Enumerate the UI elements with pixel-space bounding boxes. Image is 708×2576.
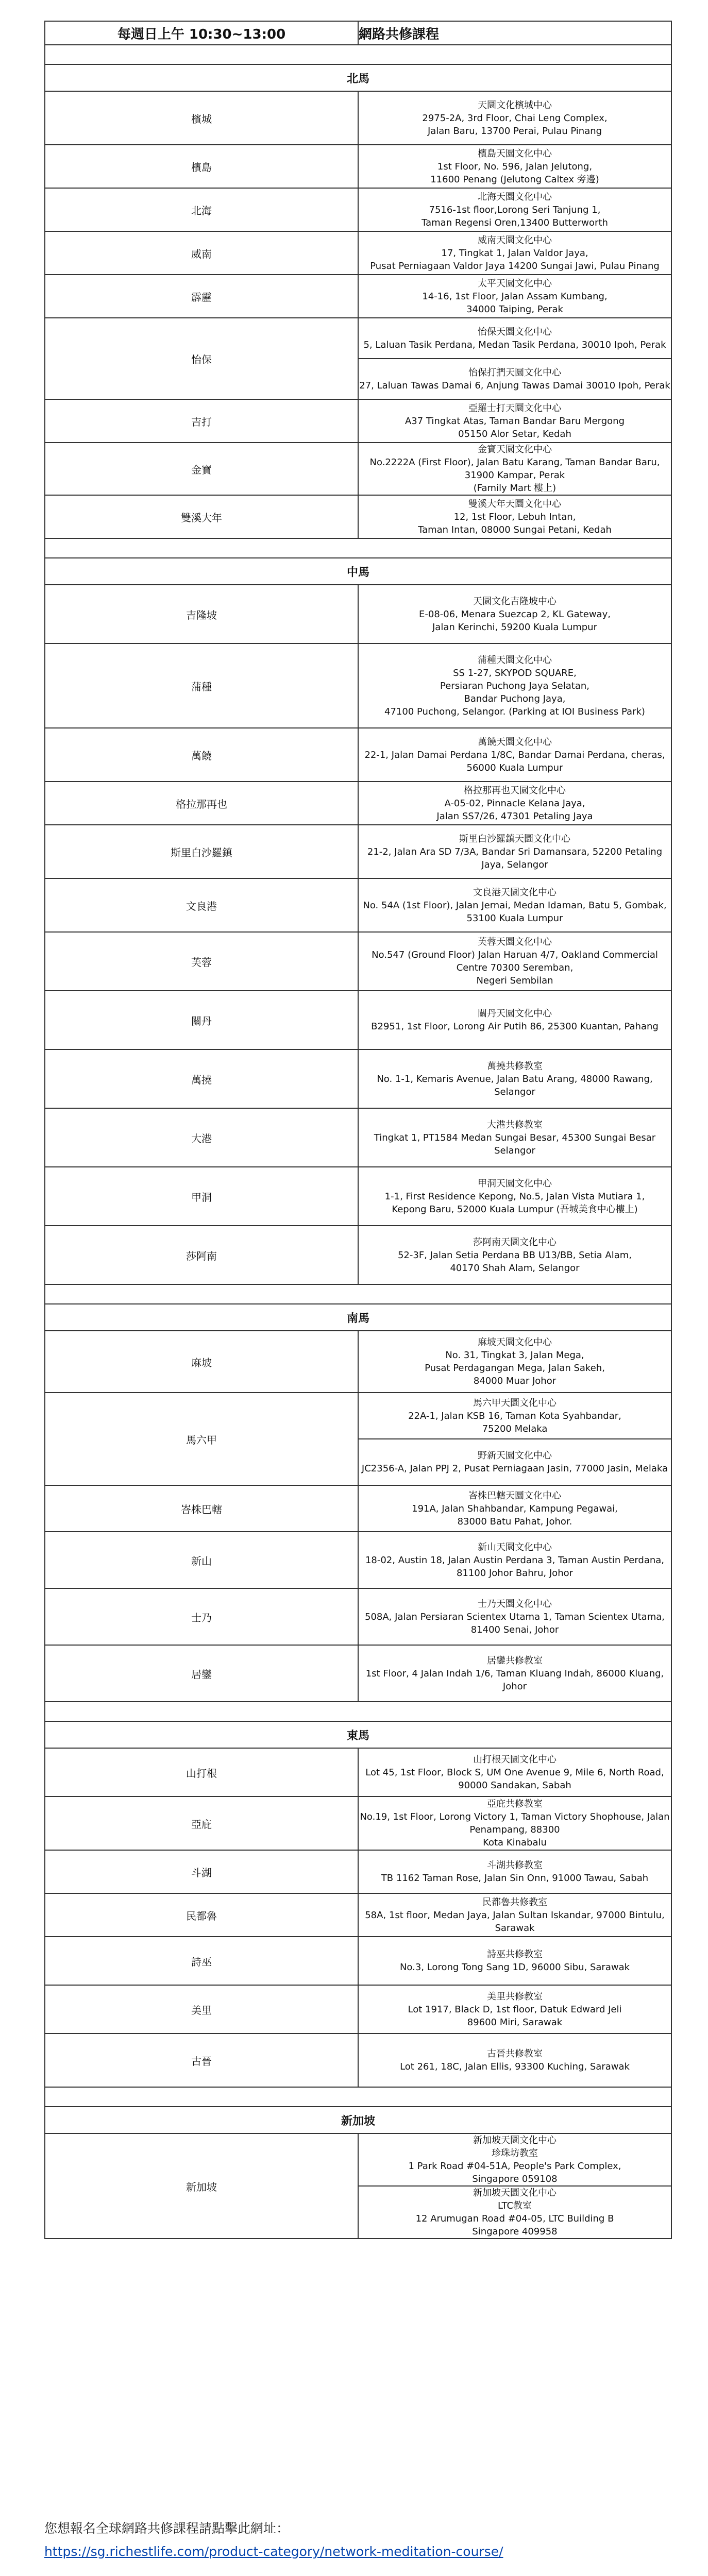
header-row [45,21,671,45]
center-address [358,1331,671,1393]
location-row [45,1588,671,1645]
location-row [45,991,671,1049]
center-name: 金寶天圜文化中心 [478,444,552,455]
spacer-row [45,2087,671,2107]
center-name: 山打根天圜文化中心 [473,1754,557,1765]
location-row [45,443,671,495]
address-line: 22A-1, Jalan KSB 16, Taman Kota Syahbandar, [408,1410,621,1421]
center-name: 萬饒天圜文化中心 [478,736,552,748]
center-name: 天圜文化檳城中心 [478,99,552,111]
region-row [45,1721,671,1748]
address-line: 191A, Jalan Shahbandar, Kampung Pegawai, [412,1503,618,1514]
address-line: Jalan Baru, 13700 Perai, Pulau Pinang [427,125,602,137]
location-row [45,932,671,991]
schedule-wrapper [44,21,672,2239]
center-address [358,878,671,932]
center-name: 文良港天圜文化中心 [473,887,557,898]
center-address [358,91,671,145]
region-row [45,64,671,91]
region-name: 南馬 [45,1304,671,1331]
area-name: 斯里白沙羅鎮 [45,825,358,878]
area-name: 文良港 [45,878,358,932]
address-line: Jalan Kerinchi, 59200 Kuala Lumpur [432,621,597,633]
location-row [45,275,671,318]
center-address [358,1226,671,1284]
center-name: 古晉共修教室 [487,2048,543,2059]
address-line: 14-16, 1st Floor, Jalan Assam Kumbang, [422,291,608,302]
area-name: 馬六甲 [45,1393,358,1485]
address-line: 21-2, Jalan Ara SD 7/3A, Bandar Sri Damansara, 52200 Petaling Jaya, Selangor [367,846,663,870]
center-name: 野新天圜文化中心 [478,1450,552,1461]
address-line: 89600 Miri, Sarawak [467,2016,563,2028]
center-name: 詩巫共修教室 [487,1949,543,1960]
spacer-cell [45,2087,671,2107]
address-line: Singapore 059108 [472,2174,558,2184]
center-address [358,728,671,782]
address-line: 52-3F, Jalan Setia Perdana BB U13/BB, Setia Alam, [397,1249,632,1261]
address-line: JC2356-A, Jalan PPJ 2, Pusat Perniagaan Jasin, 77000 Jasin, Melaka [361,1463,668,1474]
spacer-row [45,1284,671,1304]
spacer-row [45,538,671,558]
center-address [358,1985,671,2033]
center-address [358,1167,671,1226]
center-name: 芙蓉天圜文化中心 [478,937,552,947]
address-line: 1 Park Road #04-51A, People's Park Complex, [408,2161,621,2172]
address-line: Taman Intan, 08000 Sungai Petani, Kedah [418,524,612,535]
location-row [45,1049,671,1108]
center-address [358,2133,671,2186]
address-line: Negeri Sembilan [476,975,553,986]
center-name: 甲洞天圜文化中心 [478,1178,552,1189]
address-line: No.3, Lorong Tong Sang 1D, 96000 Sibu, Sarawak [399,1962,630,1973]
spacer-row [45,1702,671,1721]
location-row [45,2033,671,2087]
area-name: 吉隆坡 [45,585,358,643]
address-line: 18-02, Austin 18, Jalan Austin Perdana 3, Taman Austin Perdana, 81100 Johor Bahru, Johor [365,1554,665,1579]
center-name: 馬六甲天圜文化中心 [473,1397,557,1409]
address-line: 11600 Penang (Jelutong Caltex 旁邊) [430,174,599,185]
address-line: SS 1-27, SKYPOD SQUARE, [453,667,577,679]
area-name: 雙溪大年 [45,495,358,538]
center-address [358,231,671,275]
address-line: 40170 Shah Alam, Selangor [450,1262,580,1274]
center-name: 亞羅士打天圜文化中心 [468,402,561,414]
area-name: 蒲種 [45,643,358,728]
region-row [45,2107,671,2133]
location-row [45,1850,671,1893]
location-row [45,825,671,878]
center-address [358,1049,671,1108]
area-name: 峇株巴轄 [45,1485,358,1532]
location-row [45,878,671,932]
area-name: 威南 [45,231,358,275]
center-address [358,443,671,495]
location-row [45,2133,671,2186]
center-address [358,188,671,231]
region-row [45,1304,671,1331]
location-row [45,1797,671,1850]
area-name: 新山 [45,1532,358,1588]
address-line: 5, Laluan Tasik Perdana, Medan Tasik Perdana, 30010 Ipoh, Perak [363,339,666,350]
area-name: 士乃 [45,1588,358,1645]
center-address [358,1645,671,1702]
address-line: 47100 Puchong, Selangor. (Parking at IOI Business Park) [384,706,645,717]
address-line: 75200 Melaka [482,1423,548,1434]
region-name: 中馬 [45,558,671,585]
center-address [358,782,671,825]
center-name: 斯里白沙羅鎮天圜文化中心 [459,833,570,844]
location-row [45,1226,671,1284]
location-row [45,1748,671,1797]
center-name: 太平天圜文化中心 [478,278,552,289]
area-name: 古晉 [45,2033,358,2087]
location-row [45,1532,671,1588]
session-time: 每週日上午 10:30~13:00 [45,21,358,45]
address-line: Bandar Puchong Jaya, [464,693,566,704]
location-row [45,1485,671,1532]
center-name: 格拉那再也天圜文化中心 [464,785,566,796]
area-name: 詩巫 [45,1937,358,1985]
center-name: 美里共修教室 [487,1991,543,2002]
address-line: Singapore 409958 [472,2226,558,2237]
center-address [358,1748,671,1797]
location-row [45,1331,671,1393]
center-address [358,359,671,399]
center-name: 莎阿南天圜文化中心 [473,1236,557,1248]
address-line: 84000 Muar Johor [473,1376,557,1386]
address-line: 12, 1st Floor, Lebuh Intan, [453,511,576,522]
center-address [358,991,671,1049]
area-name: 斗湖 [45,1850,358,1893]
center-name: 大港共修教室 [487,1119,543,1130]
address-line: No. 54A (1st Floor), Jalan Jernai, Medan Idaman, Batu 5, Gombak, 53100 Kuala Lumpur [363,900,667,924]
registration-link[interactable]: https://sg.richestlife.com/product-category/network-meditation-course/ [44,2544,503,2559]
area-name: 金寶 [45,443,358,495]
center-address [358,1937,671,1985]
center-address [358,275,671,318]
area-name: 新加坡 [45,2133,358,2239]
center-name: 斗湖共修教室 [487,1860,543,1871]
center-name: 萬撓共修教室 [487,1060,543,1072]
region-row [45,558,671,585]
location-row [45,231,671,275]
spacer-cell [45,538,671,558]
area-name: 吉打 [45,399,358,443]
center-address [358,643,671,728]
center-address [358,2033,671,2087]
address-line: Lot 45, 1st Floor, Block S, UM One Avenue 9, Mile 6, North Road, 90000 Sandakan, Sabah [365,1767,664,1791]
center-address [358,1797,671,1850]
center-name: 蒲種天圜文化中心 [478,654,552,666]
address-line: (Family Mart 樓上) [473,483,557,494]
location-row [45,1108,671,1167]
center-name: 怡保天圜文化中心 [478,326,552,337]
address-line: 34000 Taiping, Perak [466,303,563,315]
center-name: 新加坡天圜文化中心 [473,2188,557,2198]
center-address [358,1393,671,1439]
center-address [358,495,671,538]
center-address [358,1439,671,1485]
address-line: 1st Floor, 4 Jalan Indah 1/6, Taman Kluang Indah, 86000 Kluang, Johor [365,1668,664,1692]
area-name: 霹靂 [45,275,358,318]
center-name: 北海天圜文化中心 [478,191,552,202]
area-name: 北海 [45,188,358,231]
area-name: 山打根 [45,1748,358,1797]
area-name: 亞庇 [45,1797,358,1850]
area-name: 美里 [45,1985,358,2033]
center-address [358,318,671,359]
center-address [358,1108,671,1167]
center-name: 怡保打捫天圜文化中心 [468,367,561,378]
location-row [45,782,671,825]
address-line: TB 1162 Taman Rose, Jalan Sin Onn, 91000 Tawau, Sabah [381,1873,649,1884]
address-line: No.19, 1st Floor, Lorong Victory 1, Taman Victory Shophouse, Jalan Penampang, 88300 [360,1811,670,1835]
center-name: 民都魯共修教室 [482,1896,547,1908]
address-line: A37 Tingkat Atas, Taman Bandar Baru Mergong [404,415,625,427]
location-row [45,188,671,231]
area-name: 怡保 [45,318,358,399]
center-address [358,2186,671,2239]
area-name: 民都魯 [45,1893,358,1937]
location-row [45,318,671,359]
address-line: 05150 Alor Setar, Kedah [458,428,571,439]
address-line: B2951, 1st Floor, Lorong Air Putih 86, 25300 Kuantan, Pahang [371,1021,659,1032]
area-name: 芙蓉 [45,932,358,991]
center-address [358,1532,671,1588]
location-row [45,1393,671,1439]
location-row [45,145,671,188]
center-name: 居鑾共修教室 [487,1655,543,1666]
center-name: 檳島天圜文化中心 [478,148,552,159]
center-name: 天圜文化吉隆坡中心 [473,596,557,607]
address-line: 2975-2A, 3rd Floor, Chai Leng Complex, [422,112,608,124]
area-name: 萬饒 [45,728,358,782]
location-row [45,643,671,728]
center-address [358,825,671,878]
location-row [45,1893,671,1937]
address-line: 58A, 1st floor, Medan Jaya, Jalan Sultan Iskandar, 97000 Bintulu, Sarawak [365,1909,665,1934]
center-name: 關丹天圜文化中心 [478,1008,552,1019]
center-address [358,399,671,443]
area-name: 關丹 [45,991,358,1049]
center-name: 士乃天圜文化中心 [478,1598,552,1609]
address-line: E-08-06, Menara Suezcap 2, KL Gateway, [419,608,611,620]
center-name: 雙溪大年天圜文化中心 [468,498,561,510]
center-name: 新加坡天圜文化中心 [473,2135,557,2146]
spacer-cell [45,45,671,64]
location-row [45,1167,671,1226]
course-schedule-table [44,21,672,2239]
address-line: 1st Floor, No. 596, Jalan Jelutong, [437,161,593,172]
footer [44,2518,672,2576]
region-name: 新加坡 [45,2107,671,2133]
location-row [45,1937,671,1985]
center-address [358,1485,671,1532]
address-line: 12 Arumugan Road #04-05, LTC Building B [415,2213,614,2224]
location-row [45,495,671,538]
address-line: Pusat Perniagaan Valdor Jaya 14200 Sungai Jawi, Pulau Pinang [370,260,660,272]
center-name: 峇株巴轄天圜文化中心 [468,1490,561,1501]
address-line: LTC教室 [497,2200,532,2211]
course-title: 網路共修課程 [358,21,671,45]
address-line: 22-1, Jalan Damai Perdana 1/8C, Bandar Damai Perdana, cheras, 56000 Kuala Lumpur [364,749,665,773]
center-name: 新山天圜文化中心 [478,1541,552,1553]
address-line: Kota Kinabalu [483,1837,547,1848]
spacer-cell [45,1702,671,1721]
center-address [358,1850,671,1893]
center-address [358,1588,671,1645]
location-row [45,728,671,782]
address-line: Tingkat 1, PT1584 Medan Sungai Besar, 45300 Sungai Besar Selangor [374,1132,656,1156]
spacer-cell [45,1284,671,1304]
area-name: 麻坡 [45,1331,358,1393]
region-name: 東馬 [45,1721,671,1748]
area-name: 甲洞 [45,1167,358,1226]
address-line: 17, Tingkat 1, Jalan Valdor Jaya, [441,247,588,259]
location-row [45,1645,671,1702]
center-address [358,585,671,643]
address-line: No. 1-1, Kemaris Avenue, Jalan Batu Arang, 48000 Rawang, Selangor [377,1073,653,1097]
registration-notice: 您想報名全球網路共修課程請點擊此網址： [44,2521,290,2536]
area-name: 檳城 [45,91,358,145]
address-line: Lot 1917, Black D, 1st floor, Datuk Edward Jeli [408,2004,622,2015]
center-name: 麻坡天圜文化中心 [478,1337,552,1348]
address-line: Pusat Perdagangan Mega, Jalan Sakeh, [425,1363,605,1374]
address-line: 7516-1st floor,Lorong Seri Tanjung 1, [429,204,601,215]
area-name: 萬撓 [45,1049,358,1108]
location-row [45,399,671,443]
address-line: No. 31, Tingkat 3, Jalan Mega, [445,1350,584,1361]
location-row [45,91,671,145]
area-name: 大港 [45,1108,358,1167]
address-line: Persiaran Puchong Jaya Selatan, [440,680,589,691]
spacer-row [45,45,671,64]
center-address [358,932,671,991]
address-line: No.547 (Ground Floor) Jalan Haruan 4/7, Oakland Commercial Centre 70300 Seremban, [372,950,658,973]
location-row [45,585,671,643]
center-name: 威南天圜文化中心 [478,234,552,246]
center-address [358,145,671,188]
address-line: 珍珠坊教室 [492,2148,538,2159]
address-line: No.2222A (First Floor), Jalan Batu Karang, Taman Bandar Baru, 31900 Kampar, Perak [369,457,660,481]
area-name: 莎阿南 [45,1226,358,1284]
address-line: Kepong Baru, 52000 Kuala Lumpur (吾城美食中心樓上) [392,1204,638,1215]
address-line: Jalan SS7/26, 47301 Petaling Jaya [436,810,593,822]
center-name: 亞庇共修教室 [487,1799,543,1809]
location-row [45,1985,671,2033]
address-line: A-05-02, Pinnacle Kelana Jaya, [444,798,585,809]
address-line: 508A, Jalan Persiaran Scientex Utama 1, Taman Scientex Utama, 81400 Senai, Johor [365,1611,665,1635]
area-name: 檳島 [45,145,358,188]
address-line: 1-1, First Residence Kepong, No.5, Jalan Vista Mutiara 1, [384,1191,645,1202]
address-line: Taman Regensi Oren,13400 Butterworth [422,217,608,228]
center-address [358,1893,671,1937]
area-name: 居鑾 [45,1645,358,1702]
region-name: 北馬 [45,64,671,91]
address-line: 83000 Batu Pahat, Johor. [457,1516,572,1527]
address-line: Lot 261, 18C, Jalan Ellis, 93300 Kuching, Sarawak [400,2061,630,2072]
address-line: 27, Laluan Tawas Damai 6, Anjung Tawas Damai 30010 Ipoh, Perak [359,380,670,391]
area-name: 格拉那再也 [45,782,358,825]
